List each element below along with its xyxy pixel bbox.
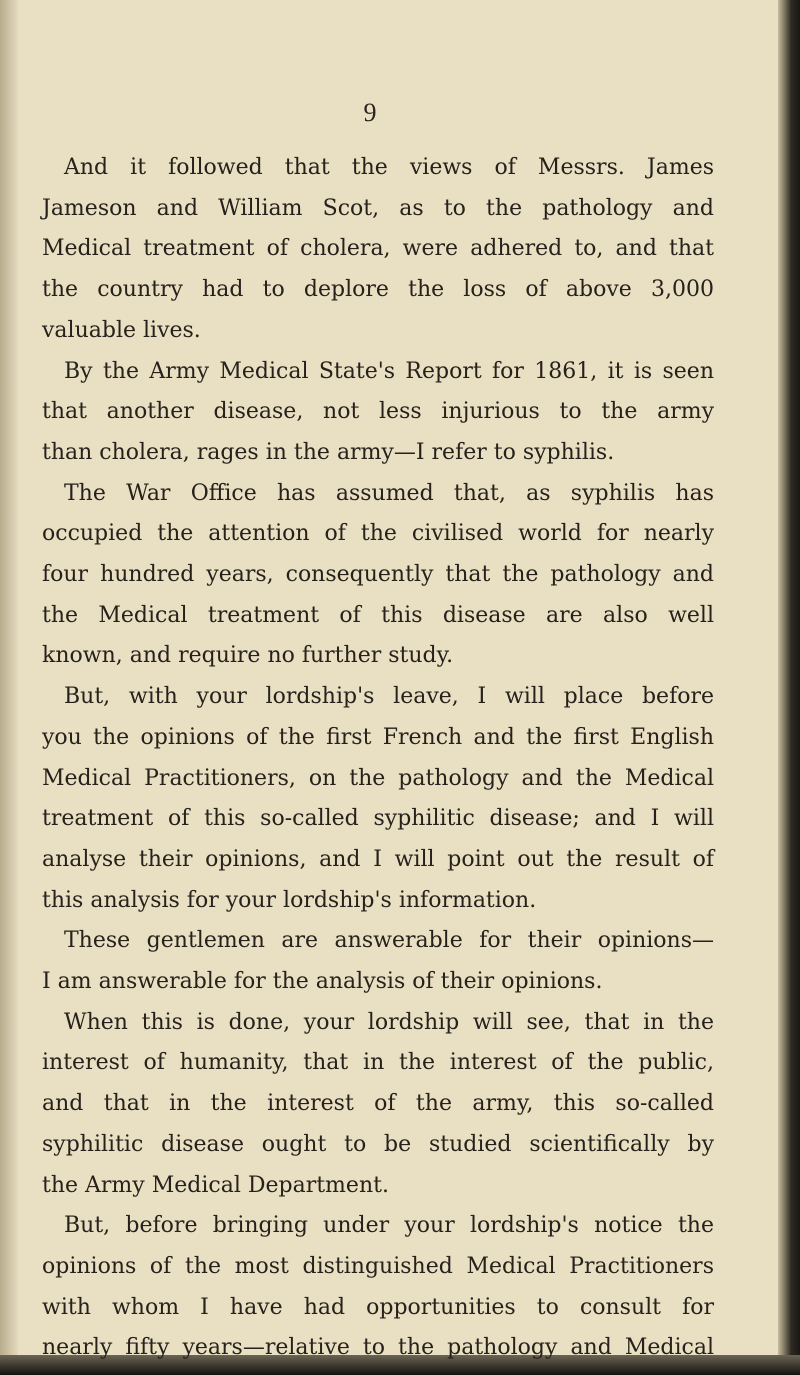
page-number: 9 <box>363 98 377 127</box>
text-line: and that in the interest of the army, this so-called <box>42 1091 714 1117</box>
text-line: interest of humanity, that in the interest of the public, <box>42 1050 714 1076</box>
text-line: valuable lives. <box>42 317 201 343</box>
text-line: And it followed that the views of Messrs. James <box>64 155 714 180</box>
text-line: than cholera, rages in the army—I refer to syphilis. <box>42 439 615 465</box>
text-line: The War Office has assumed that, as syphilis has <box>64 480 714 506</box>
text-line: known, and require no further study. <box>42 643 454 669</box>
text-line: you the opinions of the first French and the first English <box>42 724 714 750</box>
text-line: with whom I have had opportunities to consult for <box>42 1294 714 1320</box>
text-line: the Medical treatment of this disease are also well <box>42 602 714 628</box>
text-line: occupied the attention of the civilised world for nearly <box>42 521 714 547</box>
text-line: Jameson and William Scot, as to the pathology and <box>42 195 714 221</box>
text-line: Medical treatment of cholera, were adhered to, and that <box>42 236 714 262</box>
text-line: analyse their opinions, and I will point out the result of <box>42 846 714 872</box>
text-line: But, before bringing under your lordship's notice the <box>64 1213 714 1239</box>
text-line: the country had to deplore the loss of above 3,000 <box>42 277 714 303</box>
page-gutter-shadow <box>0 0 18 1375</box>
text-line: By the Army Medical State's Report for 1861, it is seen <box>64 358 714 384</box>
text-line: opinions of the most distinguished Medical Practitioners <box>42 1253 714 1279</box>
text-line: These gentlemen are answerable for their opinions— <box>64 928 714 954</box>
text-line: But, with your lordship's leave, I will place before <box>64 684 714 710</box>
text-line: I am answerable for the analysis of their opinions. <box>42 969 603 995</box>
text-line: this analysis for your lordship's information. <box>42 887 537 913</box>
text-line: four hundred years, consequently that the pathology and <box>42 562 714 588</box>
text-line: that another disease, not less injurious to the army <box>42 399 714 425</box>
text-line: syphilitic disease ought to be studied scientifically by <box>42 1131 714 1157</box>
text-line: the Army Medical Department. <box>42 1172 389 1198</box>
page-edge-shadow <box>778 0 800 1375</box>
text-line: When this is done, your lordship will see, that in the <box>64 1009 714 1035</box>
body-text <box>42 148 714 1369</box>
text-line: Medical Practitioners, on the pathology and the Medical <box>42 765 714 791</box>
text-line: treatment of this so-called syphilitic disease; and I will <box>42 806 714 832</box>
text-line: nearly fifty years—relative to the pathology and Medical <box>42 1335 714 1361</box>
